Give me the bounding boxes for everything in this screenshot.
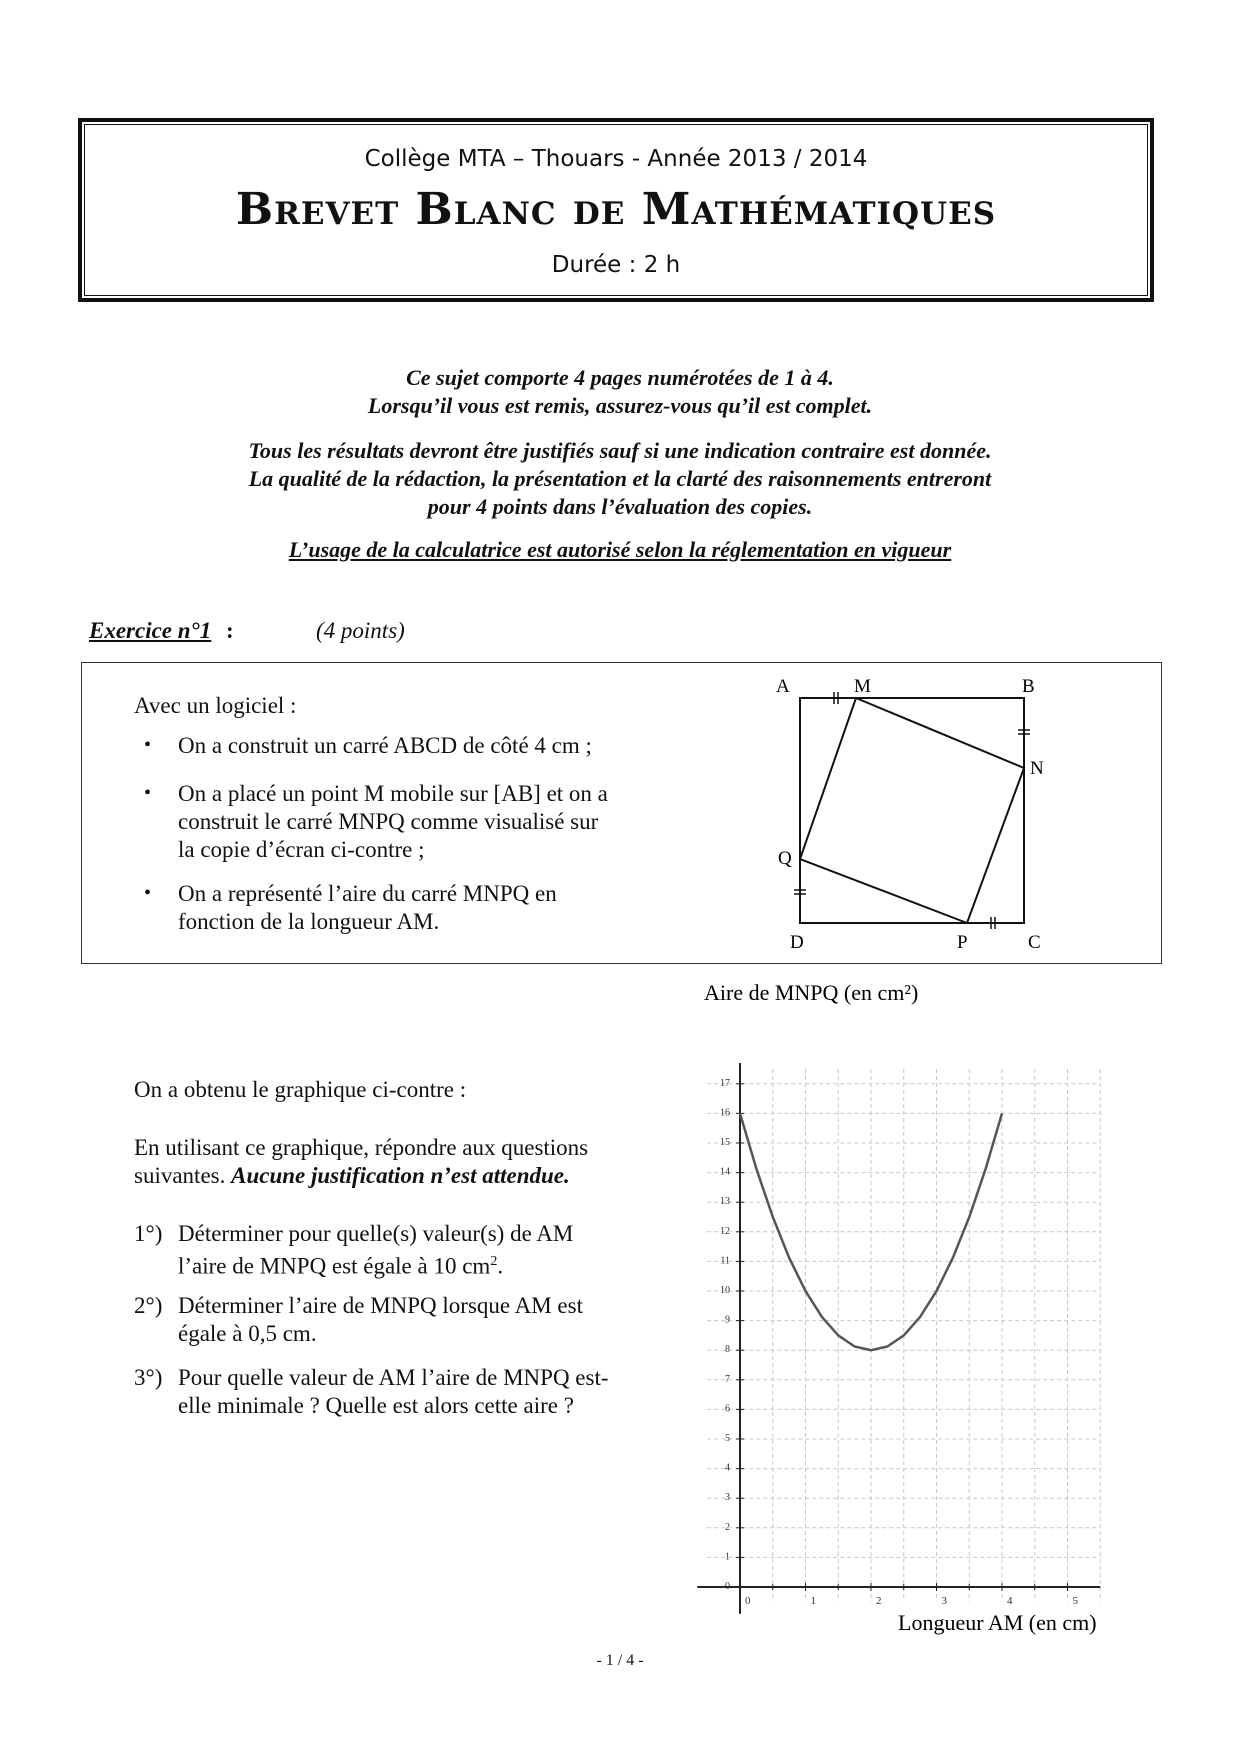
bullet-dot: • — [144, 782, 152, 804]
x-tick-label: 5 — [1072, 1595, 1078, 1607]
area-chart — [690, 970, 1120, 1642]
y-tick-label: 17 — [720, 1077, 730, 1089]
x-tick-label: 4 — [1007, 1595, 1013, 1607]
usage-line-2-emph: Aucune justification n’est attendue. — [231, 1163, 570, 1188]
square-abcd — [800, 698, 1024, 923]
instruction-5: pour 4 points dans l’évaluation des copies. — [427, 494, 813, 519]
y-tick-label: 4 — [725, 1462, 730, 1474]
y-tick-label: 13 — [720, 1196, 730, 1208]
y-tick-label: 9 — [725, 1314, 730, 1326]
instruction-1: Ce sujet comporte 4 pages numérotées de 1 à 4. — [406, 365, 834, 390]
y-tick-label: 2 — [725, 1521, 730, 1533]
y-tick-label: 8 — [725, 1344, 730, 1356]
y-tick-label: 3 — [725, 1492, 730, 1504]
question-2-num: 2°) — [134, 1293, 163, 1318]
label-c: C — [1028, 932, 1041, 953]
question-3-line-2: elle minimale ? Quelle est alors cette aire ? — [178, 1393, 574, 1418]
bullet-3-line-2: fonction de la longueur AM. — [178, 909, 440, 934]
question-3-line-1: Pour quelle valeur de AM l’aire de MNPQ est- — [178, 1365, 609, 1390]
exercise-title: Exercice n°1 — [89, 618, 212, 643]
question-1-num: 1°) — [134, 1221, 163, 1246]
exercise-points: (4 points) — [316, 618, 405, 643]
square-mnpq — [800, 698, 1024, 923]
y-tick-label: 6 — [725, 1403, 730, 1415]
bullet-2-line-2: construit le carré MNPQ comme visualisé sur — [178, 809, 599, 834]
label-b: B — [1022, 676, 1035, 697]
y-tick-label: 7 — [725, 1373, 730, 1385]
question-3-num: 3°) — [134, 1365, 163, 1390]
question-2-line-1: Déterminer l’aire de MNPQ lorsque AM est — [178, 1293, 583, 1318]
question-1-line-2 — [178, 1248, 503, 1281]
y-tick-label: 1 — [725, 1551, 730, 1563]
label-n: N — [1030, 758, 1044, 779]
exercise-intro: Avec un logiciel : — [134, 693, 297, 718]
question-1-sup: 2 — [490, 1254, 498, 1269]
instruction-4: La qualité de la rédaction, la présentation et la clarté des raisonnements entreront — [248, 466, 992, 491]
bullet-3-line-1: On a représenté l’aire du carré MNPQ en — [178, 881, 557, 906]
y-tick-label: 16 — [720, 1107, 730, 1119]
x-tick-label: 1 — [810, 1595, 816, 1607]
bullet-2-line-3: la copie d’écran ci-contre ; — [178, 837, 425, 862]
y-tick-label: 15 — [720, 1137, 730, 1148]
label-p: P — [957, 932, 968, 953]
page-title: Brevet Blanc de Mathématiques — [235, 184, 997, 235]
bullet-2-line-1: On a placé un point M mobile sur [AB] et on a — [178, 781, 608, 806]
question-1-line-2-text: l’aire de MNPQ est égale à 10 cm — [178, 1253, 491, 1279]
instruction-2: Lorsqu’il vous est remis, assurez-vous qu’il est complet. — [367, 393, 873, 418]
x-tick-label: 2 — [876, 1595, 882, 1607]
x-tick-label: 0 — [745, 1595, 751, 1607]
question-1-tail: . — [497, 1253, 504, 1279]
instruction-3: Tous les résultats devront être justifiés sauf si une indication contraire est donnée. — [248, 438, 992, 463]
label-q: Q — [778, 848, 792, 869]
square-figure — [760, 664, 1070, 962]
question-2-line-2: égale à 0,5 cm. — [178, 1321, 317, 1346]
page-number: - 1 / 4 - — [596, 1652, 644, 1669]
label-d: D — [790, 932, 804, 953]
duration: Durée : 2 h — [551, 252, 681, 278]
calculator-note: L’usage de la calculatrice est autorisé selon la réglementation en vigueur — [288, 537, 952, 562]
school-line: Collège MTA – Thouars - Année 2013 / 2014 — [364, 146, 868, 172]
chart-title: Aire de MNPQ (en cm²) — [704, 980, 919, 1005]
bullet-dot: • — [144, 882, 152, 904]
y-tick-label: 0 — [725, 1581, 730, 1592]
tick-marks — [794, 692, 1030, 929]
label-a: A — [776, 676, 790, 697]
bullet-1-line-1: On a construit un carré ABCD de côté 4 cm ; — [178, 733, 592, 758]
y-tick-label: 11 — [720, 1255, 730, 1267]
x-tick-label: 3 — [941, 1595, 947, 1607]
y-tick-label: 10 — [720, 1285, 730, 1296]
graph-intro: On a obtenu le graphique ci-contre : — [134, 1077, 467, 1102]
label-m: M — [854, 676, 871, 697]
chart-xlabel: Longueur AM (en cm) — [898, 1610, 1097, 1635]
y-tick-label: 12 — [720, 1225, 730, 1237]
usage-line-2 — [134, 1162, 570, 1190]
y-tick-label: 14 — [720, 1166, 730, 1178]
y-tick-label: 5 — [725, 1433, 730, 1444]
question-1-line-1: Déterminer pour quelle(s) valeur(s) de AM — [178, 1221, 574, 1246]
usage-line-1: En utilisant ce graphique, répondre aux questions — [134, 1135, 589, 1160]
bullet-dot: • — [144, 734, 152, 756]
exercise-colon: : — [226, 618, 234, 643]
usage-line-2-plain: suivantes. — [134, 1163, 232, 1188]
